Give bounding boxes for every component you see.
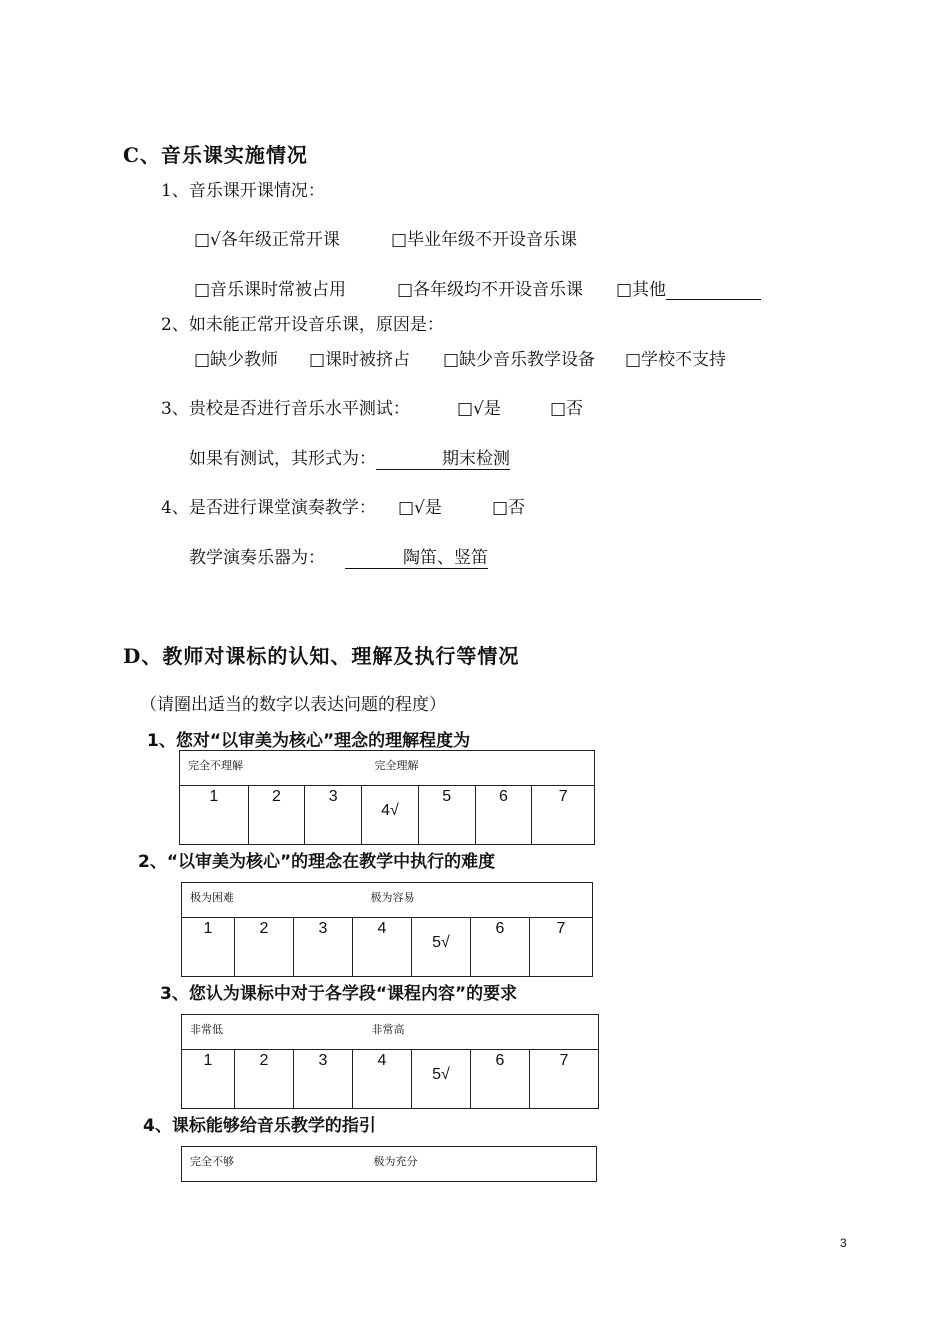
section-c-title: C、音乐课实施情况 <box>123 143 308 167</box>
q2-option-equipment[interactable]: □缺少音乐教学设备 <box>443 350 596 370</box>
d-item-2-scale <box>181 882 593 977</box>
other-blank-line <box>666 281 761 300</box>
d-item-1-option-4[interactable]: 4√ <box>362 786 419 845</box>
q3-label: 3、贵校是否进行音乐水平测试： <box>161 399 410 419</box>
q4-no[interactable]: □否 <box>492 498 526 518</box>
q4-instrument-line <box>189 543 488 568</box>
d-item-3-label: 3、您认为课标中对于各学段“课程内容”的要求 <box>160 984 518 1004</box>
d-item-3-option-3[interactable]: 3 <box>294 1050 353 1109</box>
d-item-2-high: 极为容易 <box>370 891 415 904</box>
d-item-3-option-6[interactable]: 6 <box>471 1050 530 1109</box>
d-item-3-scale <box>181 1014 599 1109</box>
q2-label: 2、如未能正常开设音乐课，原因是： <box>161 315 444 335</box>
q2-option-hours[interactable]: □课时被挤占 <box>309 350 411 370</box>
q1-option-occupied[interactable]: □音乐课时常被占用 <box>194 280 347 300</box>
d-item-4-low: 完全不够 <box>190 1155 234 1168</box>
d-item-2-option-3[interactable]: 3 <box>294 918 353 977</box>
d-item-1-option-2[interactable]: 2 <box>248 786 305 845</box>
q1-option-other[interactable]: □其他 <box>616 275 761 300</box>
d-item-4-high: 极为充分 <box>373 1155 418 1168</box>
d-item-1-scale <box>179 750 595 845</box>
q3-form-label: 如果有测试，其形式为： <box>189 449 376 469</box>
d-item-3-option-2[interactable]: 2 <box>235 1050 294 1109</box>
d-item-2-low: 极为困难 <box>190 891 234 904</box>
d-item-1-label: 1、您对“以审美为核心”理念的理解程度为 <box>147 731 471 751</box>
q4-label: 4、是否进行课堂演奏教学： <box>161 498 376 518</box>
page-number: 3 <box>840 1236 847 1250</box>
d-item-2-option-5[interactable]: 5√ <box>412 918 471 977</box>
d-item-1-option-5[interactable]: 5 <box>418 786 475 845</box>
q2-option-school-support[interactable]: □学校不支持 <box>625 350 727 370</box>
d-item-4-scale <box>181 1146 597 1182</box>
q1-option-all-none[interactable]: □各年级均不开设音乐课 <box>397 280 584 300</box>
q1-option-normal[interactable]: □√各年级正常开课 <box>194 230 340 250</box>
q4-yes[interactable]: □√是 <box>398 498 442 518</box>
section-d-note: （请圈出适当的数字以表达问题的程度） <box>140 695 446 715</box>
d-item-3-low: 非常低 <box>190 1023 223 1036</box>
d-item-2-label: 2、“以审美为核心”的理念在教学中执行的难度 <box>138 852 496 872</box>
d-item-3-option-1[interactable]: 1 <box>182 1050 235 1109</box>
q1-label: 1、音乐课开课情况： <box>161 181 325 201</box>
q2-option-teachers[interactable]: □缺少教师 <box>194 350 279 370</box>
d-item-3-option-5[interactable]: 5√ <box>412 1050 471 1109</box>
d-item-1-option-1[interactable]: 1 <box>180 786 249 845</box>
d-item-1-high: 完全理解 <box>374 759 419 772</box>
q3-form-value[interactable]: 期末检测 <box>376 449 510 470</box>
d-item-2-option-6[interactable]: 6 <box>471 918 530 977</box>
d-item-2-option-7[interactable]: 7 <box>530 918 593 977</box>
q4-instrument-label: 教学演奏乐器为： <box>189 548 325 568</box>
d-item-2-option-2[interactable]: 2 <box>235 918 294 977</box>
q3-yes[interactable]: □√是 <box>457 399 501 419</box>
q4-instrument-value[interactable]: 陶笛、竖笛 <box>345 548 488 569</box>
q1-option-graduating-none[interactable]: □毕业年级不开设音乐课 <box>391 230 578 250</box>
d-item-4-label: 4、课标能够给音乐教学的指引 <box>143 1116 376 1136</box>
d-item-3-high: 非常高 <box>371 1023 405 1036</box>
d-item-1-low: 完全不理解 <box>188 759 243 772</box>
d-item-1-option-6[interactable]: 6 <box>475 786 532 845</box>
d-item-2-option-1[interactable]: 1 <box>182 918 235 977</box>
d-item-2-option-4[interactable]: 4 <box>353 918 412 977</box>
section-d-title: D、教师对课标的认知、理解及执行等情况 <box>123 644 520 668</box>
d-item-1-option-3[interactable]: 3 <box>305 786 362 845</box>
q3-form-line <box>189 444 510 469</box>
q3-no[interactable]: □否 <box>550 399 584 419</box>
d-item-3-option-7[interactable]: 7 <box>530 1050 599 1109</box>
d-item-1-option-7[interactable]: 7 <box>532 786 595 845</box>
d-item-3-option-4[interactable]: 4 <box>353 1050 412 1109</box>
